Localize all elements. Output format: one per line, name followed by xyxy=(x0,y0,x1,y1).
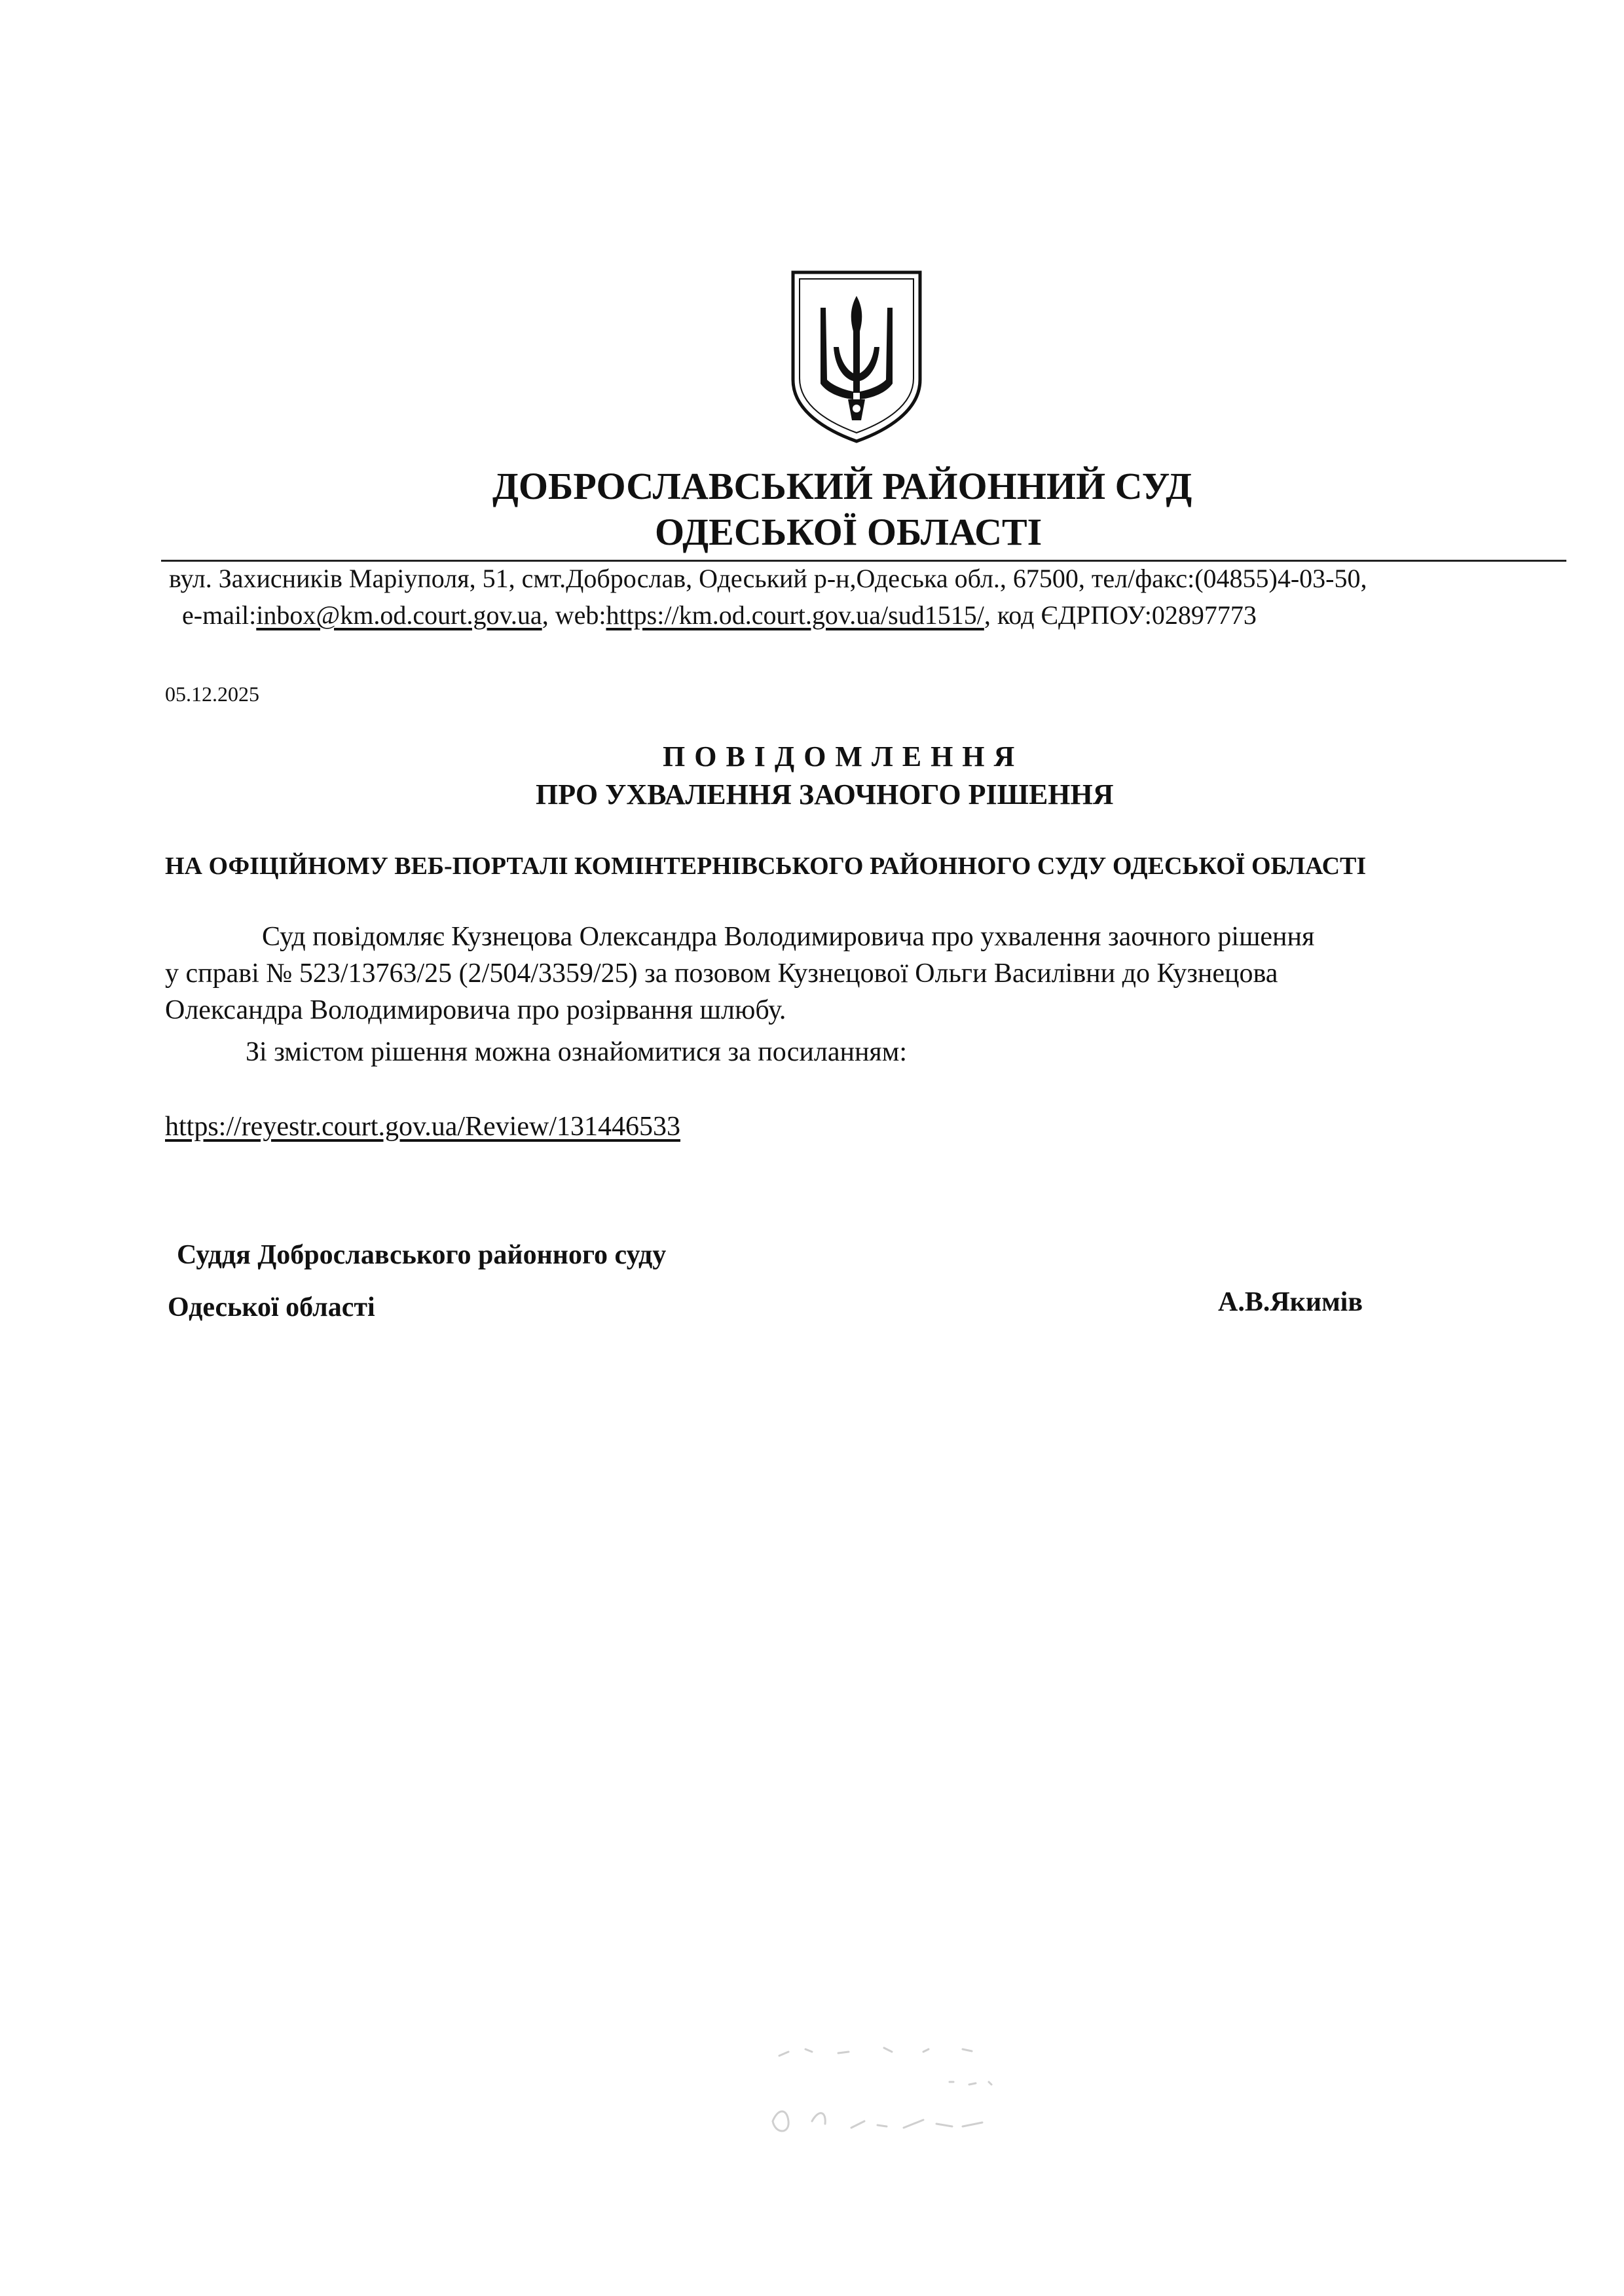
edrpou-code: , код ЄДРПОУ:02897773 xyxy=(984,600,1257,630)
notice-subtitle: ПРО УХВАЛЕННЯ ЗАОЧНОГО РІШЕННЯ xyxy=(536,778,1114,811)
court-contacts xyxy=(182,598,1257,632)
document-date: 05.12.2025 xyxy=(165,682,259,706)
email-link[interactable]: inbox@km.od.court.gov.ua xyxy=(256,600,542,630)
court-name-line1: ДОБРОСЛАВСЬКИЙ РАЙОННИЙ СУД xyxy=(492,465,1192,507)
body-text-line: Олександра Володимировича про розірвання шлюбу. xyxy=(165,995,786,1025)
website-link[interactable]: https://km.od.court.gov.ua/sud1515/ xyxy=(606,600,984,630)
court-address: вул. Захисників Маріуполя, 51, смт.Доброслав, Одеський р-н,Одеська обл., 67500, тел/факс:(04855)4-03-50, xyxy=(169,564,1367,593)
trident-coat-of-arms-icon xyxy=(788,268,925,445)
court-name-line2: ОДЕСЬКОЇ ОБЛАСТІ xyxy=(655,511,1043,553)
faint-stamp-traces xyxy=(753,2030,1080,2147)
email-prefix: e-mail: xyxy=(182,600,257,630)
body-text-line: у справі № 523/13763/25 (2/504/3359/25) за позовом Кузнецової Ольги Василівни до Кузнецова xyxy=(165,958,1278,989)
web-prefix: , web: xyxy=(542,600,606,630)
body-text-line: Суд повідомляє Кузнецова Олександра Володимировича про ухвалення заочного рішення xyxy=(262,922,1315,952)
decision-review-link[interactable]: https://reyestr.court.gov.ua/Review/131446533 xyxy=(165,1112,680,1142)
notice-title: ПОВІДОМЛЕННЯ xyxy=(663,740,1024,773)
portal-heading: НА ОФІЦІЙНОМУ ВЕБ-ПОРТАЛІ КОМІНТЕРНІВСЬКОГО РАЙОННОГО СУДУ ОДЕСЬКОЇ ОБЛАСТІ xyxy=(165,852,1367,880)
judge-name: А.В.Якимів xyxy=(1218,1287,1363,1317)
judge-title-line2: Одеської області xyxy=(168,1292,375,1322)
judge-title-line1: Суддя Доброславського районного суду xyxy=(177,1240,667,1270)
body-text-line: Зі змістом рішення можна ознайомитися за посиланням: xyxy=(246,1037,907,1067)
